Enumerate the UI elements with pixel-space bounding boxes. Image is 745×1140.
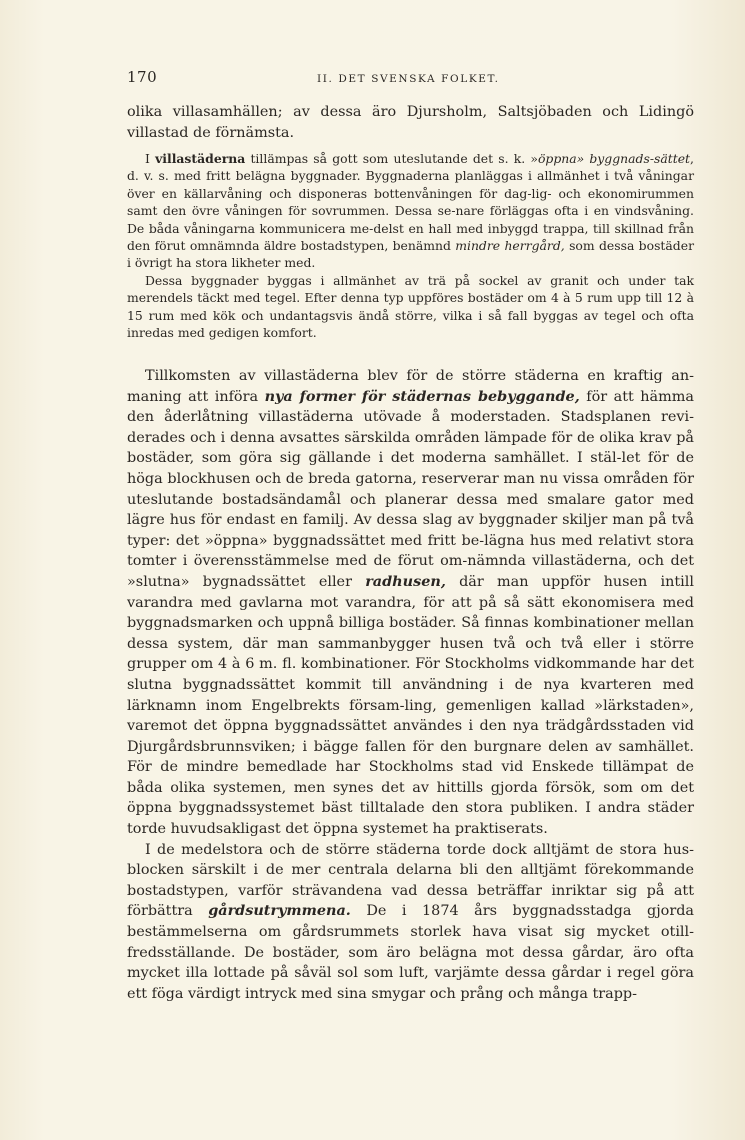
- main-body: [127, 366, 694, 1004]
- intro-text: olika villasamhällen; av dessa äro Djursholm, Saltsjöbaden och Lidingö villastad de förnämsta.: [127, 104, 694, 141]
- text-run: för att hämma den åderlåtning villastäderna utövade å moderstaden. Stadsplanen revi-derades och i denna avsattes särskilda områden lämpade för de olika krav på bostäder, som göra sig gällande i det moderna samhället. I stäl-let för de höga blockhusen och de breda gatorna, reserverar man nu vissa områden för uteslutande bostadsändamål och planerar dessa med smalare gator med lägre hus för endast en familj. Av dessa slag av byggnader skiljer man på två typer: det »öppna» byggnadssättet med fritt be-lägna hus med relativt stora tomter i överensstämmelse med de förut om-nämnda villastäderna, och det »slutna» bygnadssättet eller: [127, 388, 694, 590]
- text-run: som dessa bostäder i övrigt ha stora likheter med.: [127, 238, 694, 271]
- text-run: , d. v. s. med fritt belägna byggnader. Byggnaderna planläggas i allmänhet i två våningar över en källarvåning och disponeras bottenvåningen för dag-lig- och ekonomirummen samt den övre våningen för sovrummen. Dessa se-nare förläggas ofta i en vindsvåning. De båda våningarna kommunicera me-delst en hall med inbyggd trappa, till skillnad från den förut omnämnda äldre bostadstypen, benämnd: [127, 151, 694, 254]
- emphasis-term: nya former för städernas bebyggande,: [264, 387, 580, 405]
- bold-term: villastäderna: [155, 151, 246, 166]
- text-run: där man uppför husen intill varandra med gavlarna mot varandra, för att på så sätt ekonomisera med byggnadsmarken och uppnå billiga bostäder. Så finnas kombinationer mellan dessa system, där man sammanbygger husen två och två eller i större grupper om 4 à 6 m. fl. kombinationer. För Stockholms vidkommande har det slutna byggnadssättet kommit till användning i de nya kvarteren med lärknamn inom Engelbrekts försam-ling, gemenligen kallad »lärkstaden», varemot det öppna byggnadssättet användes i den nya trädgårdsstaden vid Djurgårdsbrunnsviken; i bägge fallen för den burgnare delen av samhället. För de mindre bemedlade har Stockholms stad vid Enskede tillämpat de båda olika systemen, men synes det av hittills gjorda försök, som om det öppna byggnadssystemet bäst tilltalade den stora publiken. I andra städer torde huvudsakligast det öppna systemet ha praktiserats.: [127, 573, 694, 838]
- running-head: II. DET SVENSKA FOLKET.: [317, 73, 500, 85]
- text-run: De i 1874 års byggnadsstadga gjorda bestämmelserna om gårdsrummets storlek hava visat sig mycket otill-fredsställande. De bostäder, som äro belägna mot dessa gårdar, äro ofta mycket illa lottade på såväl sol som luft, varjämte dessa gårdar i regel göra ett föga värdigt intryck med sina smygar och prång och många trapp-: [127, 903, 694, 1002]
- emphasis-term: gårdsutrymmena.: [208, 902, 351, 920]
- small-paragraph-1: [127, 150, 694, 272]
- text-run: I de medelstora och de större städerna torde dock alltjämt de stora hus-blocken särskilt i de mer centrala delarna bli den alltjämt förekommande bostadstypen, varför strävandena vad dessa beträffar inriktar sig på att förbättra: [127, 841, 694, 920]
- intro-paragraph: [127, 102, 694, 143]
- text-run: I: [145, 151, 156, 166]
- large-paragraph-1: [127, 366, 694, 840]
- page-header: [127, 68, 687, 92]
- text-run: Tillkomsten av villastäderna blev för de större städerna en kraftig an-maning att införa: [127, 368, 694, 405]
- emphasis-term: radhusen,: [365, 572, 446, 590]
- small-paragraph-2: Dessa byggnader byggas i allmänhet av trä på sockel av granit och under tak merendels täckt med tegel. Efter denna typ uppföres bostäder om 4 à 5 rum upp till 12 à 15 rum med kök och undantagsvis ändå större, vilka i så fall byggas av tegel och ofta inredas med gedigen komfort.: [127, 272, 694, 341]
- page-number: 170: [127, 68, 158, 86]
- italic-term: öppna» byggnads-sättet: [537, 151, 691, 166]
- small-print-section: [127, 150, 694, 341]
- italic-term: mindre herrgård,: [455, 238, 565, 254]
- large-paragraph-2: [127, 840, 694, 1005]
- text-run: tillämpas så gott som uteslutande det s. k. »: [245, 151, 538, 166]
